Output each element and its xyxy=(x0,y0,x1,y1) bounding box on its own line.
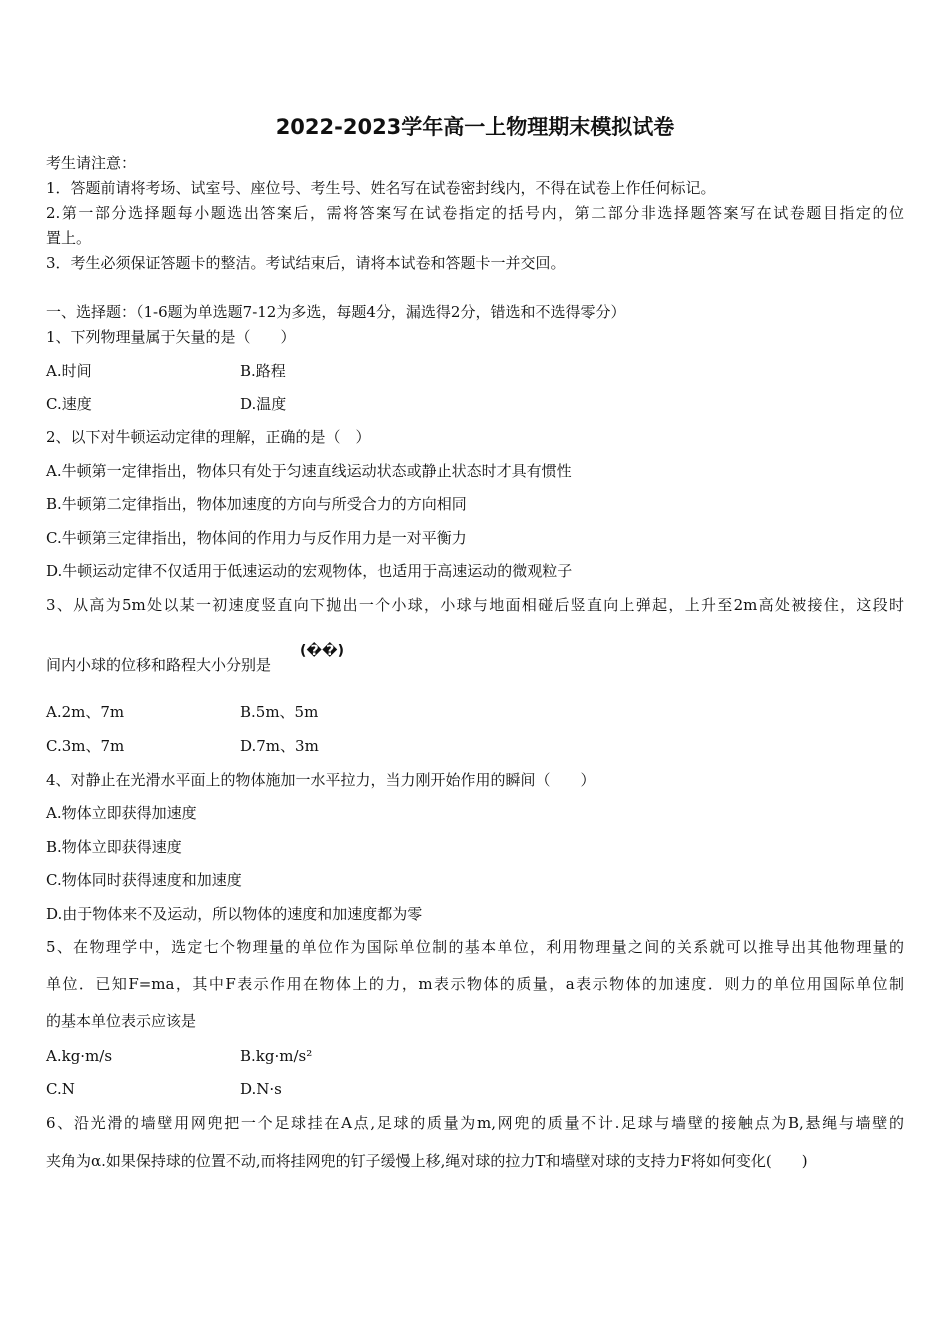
notice-item: 置上。 xyxy=(46,229,92,247)
question-2-option-d: D.牛顿运动定律不仅适用于低速运动的宏观物体，也适用于高速运动的微观粒子 xyxy=(46,562,573,580)
question-3-option-a: A.2m、7m xyxy=(46,703,125,721)
question-2-option-b: B.牛顿第二定律指出，物体加速度的方向与所受合力的方向相同 xyxy=(46,495,467,513)
question-4-option-d: D.由于物体来不及运动，所以物体的速度和加速度都为零 xyxy=(46,905,423,923)
page-title: 2022-2023学年高一上物理期末模拟试卷 xyxy=(275,115,675,139)
question-5-option-c: C.N xyxy=(46,1080,75,1098)
notice-item: 2.第一部分选择题每小题选出答案后，需将答案写在试卷指定的括号内，第二部分非选择题答案写在试卷题目指定的位 xyxy=(46,204,904,222)
question-6-stem-line2: 夹角为α.如果保持球的位置不动,而将挂网兜的钉子缓慢上移,绳对球的拉力T和墙壁对球的支持力F将如何变化( ) xyxy=(46,1152,808,1170)
question-1-option-d: D.温度 xyxy=(240,395,287,413)
section-heading: 一、选择题：（1-6题为单选题7-12为多选，每题4分，漏选得2分，错选和不选得零分） xyxy=(46,303,626,321)
question-1-stem: 1、下列物理量属于矢量的是（ ） xyxy=(46,328,296,346)
question-3-option-b: B.5m、5m xyxy=(240,703,319,721)
question-5-stem-line1: 5、在物理学中，选定七个物理量的单位作为国际单位制的基本单位，利用物理量之间的关系就可以推导出其他物理量的 xyxy=(46,938,904,956)
question-5-stem-line2: 单位．已知F=ma，其中F表示作用在物体上的力，m表示物体的质量，a表示物体的加速度．则力的单位用国际单位制 xyxy=(46,975,904,993)
question-4-option-b: B.物体立即获得速度 xyxy=(46,838,182,856)
question-4-option-c: C.物体同时获得速度和加速度 xyxy=(46,871,242,889)
question-5-stem-line3: 的基本单位表示应该是 xyxy=(46,1012,197,1030)
question-2-stem: 2、以下对牛顿运动定律的理解，正确的是（ ） xyxy=(46,428,371,446)
question-2-option-c: C.牛顿第三定律指出，物体间的作用力与反作用力是一对平衡力 xyxy=(46,529,467,547)
question-3-option-d: D.7m、3m xyxy=(240,737,319,755)
question-3-stem-line2: 间内小球的位移和路程大小分别是 xyxy=(46,656,272,674)
question-3-option-c: C.3m、7m xyxy=(46,737,125,755)
question-3-answer-paren: (��) xyxy=(300,643,344,659)
question-3-stem-line1: 3、从高为5m处以某一初速度竖直向下抛出一个小球，小球与地面相碰后竖直向上弹起，上升至2m高处被接住，这段时 xyxy=(46,596,904,614)
notice-item: 3．考生必须保证答题卡的整洁。考试结束后，请将本试卷和答题卡一并交回。 xyxy=(46,254,566,272)
question-6-stem-line1: 6、沿光滑的墙壁用网兜把一个足球挂在A点,足球的质量为m,网兜的质量不计.足球与墙壁的接触点为B,悬绳与墙壁的 xyxy=(46,1114,904,1132)
question-5-option-b: B.kg·m/s² xyxy=(240,1047,313,1065)
question-5-option-d: D.N·s xyxy=(240,1080,282,1098)
notice-item: 1．答题前请将考场、试室号、座位号、考生号、姓名写在试卷密封线内，不得在试卷上作任何标记。 xyxy=(46,179,716,197)
question-1-option-a: A.时间 xyxy=(46,362,92,380)
question-4-option-a: A.物体立即获得加速度 xyxy=(46,804,197,822)
question-5-option-a: A.kg·m/s xyxy=(46,1047,113,1065)
question-4-stem: 4、对静止在光滑水平面上的物体施加一水平拉力，当力刚开始作用的瞬间（ ） xyxy=(46,771,596,789)
question-1-option-b: B.路程 xyxy=(240,362,286,380)
question-2-option-a: A.牛顿第一定律指出，物体只有处于匀速直线运动状态或静止状态时才具有惯性 xyxy=(46,462,572,480)
question-1-option-c: C.速度 xyxy=(46,395,92,413)
notice-heading: 考生请注意： xyxy=(46,154,137,172)
